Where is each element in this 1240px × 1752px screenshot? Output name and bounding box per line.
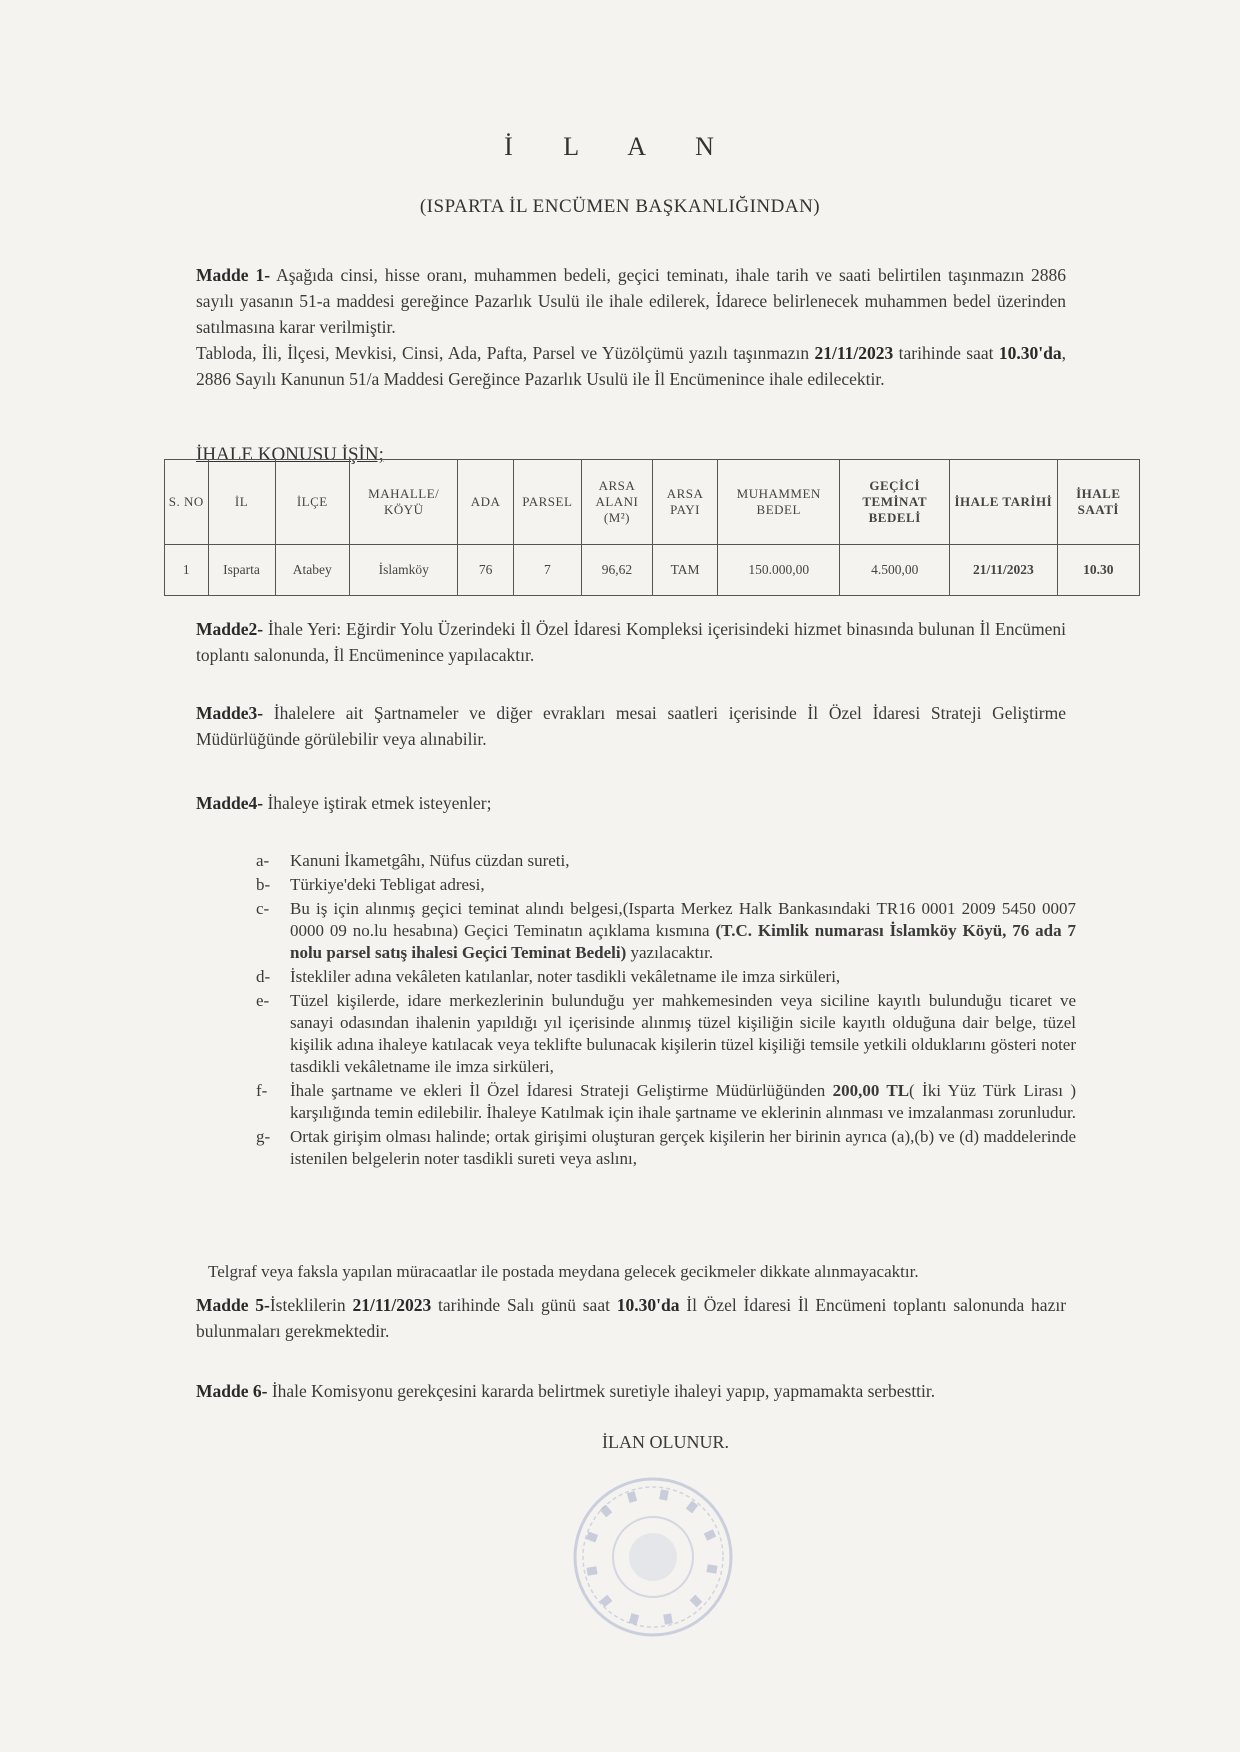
table-header: İL: [208, 460, 275, 545]
list-item-text: İstekliler adına vekâleten katılanlar, noter tasdikli vekâletname ile imza sirküleri,: [290, 967, 841, 986]
list-item-bold: (T.C. Kimlik numarası İslamköy Köyü, 76 ada 7 nolu parsel satış ihalesi Geçici Teminat Bedeli): [290, 921, 1076, 962]
list-item-letter: d-: [256, 967, 271, 986]
table-header: MAHALLE/ KÖYÜ: [350, 460, 458, 545]
list-item: [256, 966, 1076, 988]
madde-6-label: Madde 6-: [196, 1381, 268, 1401]
list-item: [256, 850, 1076, 872]
table-label: İHALE KONUSU İŞİN;: [196, 444, 384, 465]
table-row: [165, 545, 1140, 596]
table-cell: 10.30: [1057, 545, 1139, 596]
table-header: MUHAMMEN BEDEL: [718, 460, 840, 545]
list-item: [256, 874, 1076, 896]
ihale-table: [164, 459, 1140, 596]
table-cell: 150.000,00: [718, 545, 840, 596]
telgraf-note: Telgraf veya faksla yapılan müracaatlar ile postada meydana gelecek gecikmeler dikkate alınmayacaktır.: [208, 1262, 919, 1281]
madde-4: [196, 790, 1066, 816]
table-cell: TAM: [653, 545, 718, 596]
closing-text: İLAN OLUNUR.: [602, 1432, 729, 1452]
madde-5-text-c: İl Özel İdaresi İl Encümeni toplantı salonunda hazır bulunmaları gerekmektedir.: [196, 1295, 1067, 1341]
table-header: GEÇİCİ TEMİNAT BEDELİ: [840, 460, 950, 545]
madde-1-text2-b: tarihinde saat: [898, 343, 994, 363]
madde-1-date: 21/11/2023: [814, 343, 894, 363]
list-item-letter: b-: [256, 875, 271, 894]
list-item-text: yazılacaktır.: [630, 943, 714, 962]
table-cell: Isparta: [208, 545, 275, 596]
table-cell: İslamköy: [350, 545, 458, 596]
madde-3-label: Madde3-: [196, 703, 264, 723]
table-cell: 21/11/2023: [950, 545, 1058, 596]
table-header: S. NO: [165, 460, 209, 545]
madde-2-label: Madde2-: [196, 619, 264, 639]
madde-3-text: İhalelere ait Şartnameler ve diğer evrakları mesai saatleri içerisinde İl Özel İdaresi Strateji Geliştirme Müdürlüğünde görülebilir veya alınabilir.: [196, 703, 1067, 749]
madde-1-time: 10.30'da: [998, 343, 1062, 363]
madde-4-label: Madde4-: [196, 793, 264, 813]
madde-2-text: İhale Yeri: Eğirdir Yolu Üzerindeki İl Özel İdaresi Kompleksi içerisindeki hizmet binasında bulunan İl Encümeni toplantı salonunda, İl Encümenince yapılacaktır.: [196, 619, 1067, 665]
list-item: [256, 1126, 1076, 1170]
madde-5-text-a: İsteklilerin: [269, 1295, 346, 1315]
page-title: İ L A N: [504, 132, 736, 161]
madde-4-text: İhaleye iştirak etmek isteyenler;: [267, 793, 492, 813]
madde-2: [196, 616, 1066, 668]
list-item-text: Bu iş için alınmış geçici teminat alındı belgesi,(Isparta Merkez Halk Bankasındaki TR16 0001 2009 5450 0007 0000 09 no.lu hesabına) Geçici Teminatın açıklama kısmına: [290, 899, 1076, 940]
table-header-row: [165, 460, 1140, 545]
table-header: İLÇE: [275, 460, 350, 545]
table-header: ARSA PAYI: [653, 460, 718, 545]
list-item-letter: g-: [256, 1127, 271, 1146]
table-cell: 4.500,00: [840, 545, 950, 596]
table-cell: 7: [513, 545, 581, 596]
table-cell: Atabey: [275, 545, 350, 596]
madde-5-label: Madde 5-: [196, 1295, 270, 1315]
list-item-text: Tüzel kişilerde, idare merkezlerinin bulunduğu yer mahkemesinden veya siciline kayıtlı bulunduğu ticaret ve sanayi odasından ihalenin yapıldığı yıl içerisinde alınmış tüzel kişiliğin sicile kayıtlı olduğuna dair belge, tüzel kişilik adına ihaleye katılacak veya teklifte bulunacak kişilerin tüzel kişiliği temsile yetkili olduklarını gösteri noter tasdikli vekâletname ile imza sirküleri,: [290, 991, 1076, 1076]
madde-5-time: 10.30'da: [616, 1295, 680, 1315]
list-item: [256, 990, 1076, 1078]
list-item-text: Türkiye'deki Tebligat adresi,: [290, 875, 485, 894]
madde-1-label: Madde 1-: [196, 265, 271, 285]
table-cell: 76: [458, 545, 513, 596]
list-item-text: Ortak girişim olması halinde; ortak girişimi oluşturan gerçek kişilerin her birinin ayrıca (a),(b) ve (d) maddelerinde istenilen belgelerin noter tasdikli sureti veya aslını,: [290, 1127, 1076, 1168]
list-item-text: ( İki Yüz Türk Lirası ) karşılığında temin edilebilir. İhaleye Katılmak için ihale şartname ve eklerinin alınması ve imzalanması zorunludur.: [290, 1081, 1077, 1122]
madde-5: [196, 1292, 1066, 1344]
list-item: [256, 898, 1076, 964]
list-item-letter: c-: [256, 899, 270, 918]
list-item-letter: f-: [256, 1081, 268, 1100]
list-item-bold: 200,00 TL: [832, 1081, 910, 1100]
madde-3: [196, 700, 1066, 752]
list-item-text: Kanuni İkametgâhı, Nüfus cüzdan sureti,: [290, 851, 570, 870]
list-item: [256, 1080, 1076, 1124]
list-item-text: İhale şartname ve ekleri İl Özel İdaresi Strateji Geliştirme Müdürlüğünden: [290, 1081, 826, 1100]
table-cell: 1: [165, 545, 209, 596]
madde-5-date: 21/11/2023: [352, 1295, 432, 1315]
table-cell: 96,62: [581, 545, 652, 596]
madde-6: [196, 1378, 1066, 1404]
issuer-subtitle: (ISPARTA İL ENCÜMEN BAŞKANLIĞINDAN): [419, 196, 821, 217]
requirements-list: [256, 850, 1076, 1172]
table-header: PARSEL: [513, 460, 581, 545]
table-header: İHALE TARİHİ: [950, 460, 1058, 545]
list-item-letter: e-: [256, 991, 270, 1010]
table-header: ADA: [458, 460, 513, 545]
madde-1-text2-c: , 2886 Sayılı Kanunun 51/a Maddesi Gereğince Pazarlık Usulü ile İl Encümenince ihale edilecektir.: [196, 343, 1066, 389]
table-header: ARSA ALANI (M²): [581, 460, 652, 545]
madde-5-text-b: tarihinde Salı günü saat: [438, 1295, 610, 1315]
madde-1-text: Aşağıda cinsi, hisse oranı, muhammen bedeli, geçici teminatı, ihale tarih ve saati belirtilen taşınmazın 2886 sayılı yasanın 51-a maddesi gereğince Pazarlık Usulü ile ihale edilerek, İdarece belirlenecek muhammen bedel üzerinden satılmasına karar verilmiştir.: [196, 265, 1066, 337]
table-header: İHALE SAATİ: [1057, 460, 1139, 545]
madde-1: [196, 262, 1066, 392]
madde-6-text: İhale Komisyonu gerekçesini kararda belirtmek suretiyle ihaleyi yapıp, yapmamakta serbesttir.: [271, 1381, 936, 1401]
madde-1-text2-a: Tabloda, İli, İlçesi, Mevkisi, Cinsi, Ada, Pafta, Parsel ve Yüzölçümü yazılı taşınmazın: [196, 343, 810, 363]
list-item-letter: a-: [256, 851, 270, 870]
official-seal-stamp: [568, 1472, 738, 1642]
